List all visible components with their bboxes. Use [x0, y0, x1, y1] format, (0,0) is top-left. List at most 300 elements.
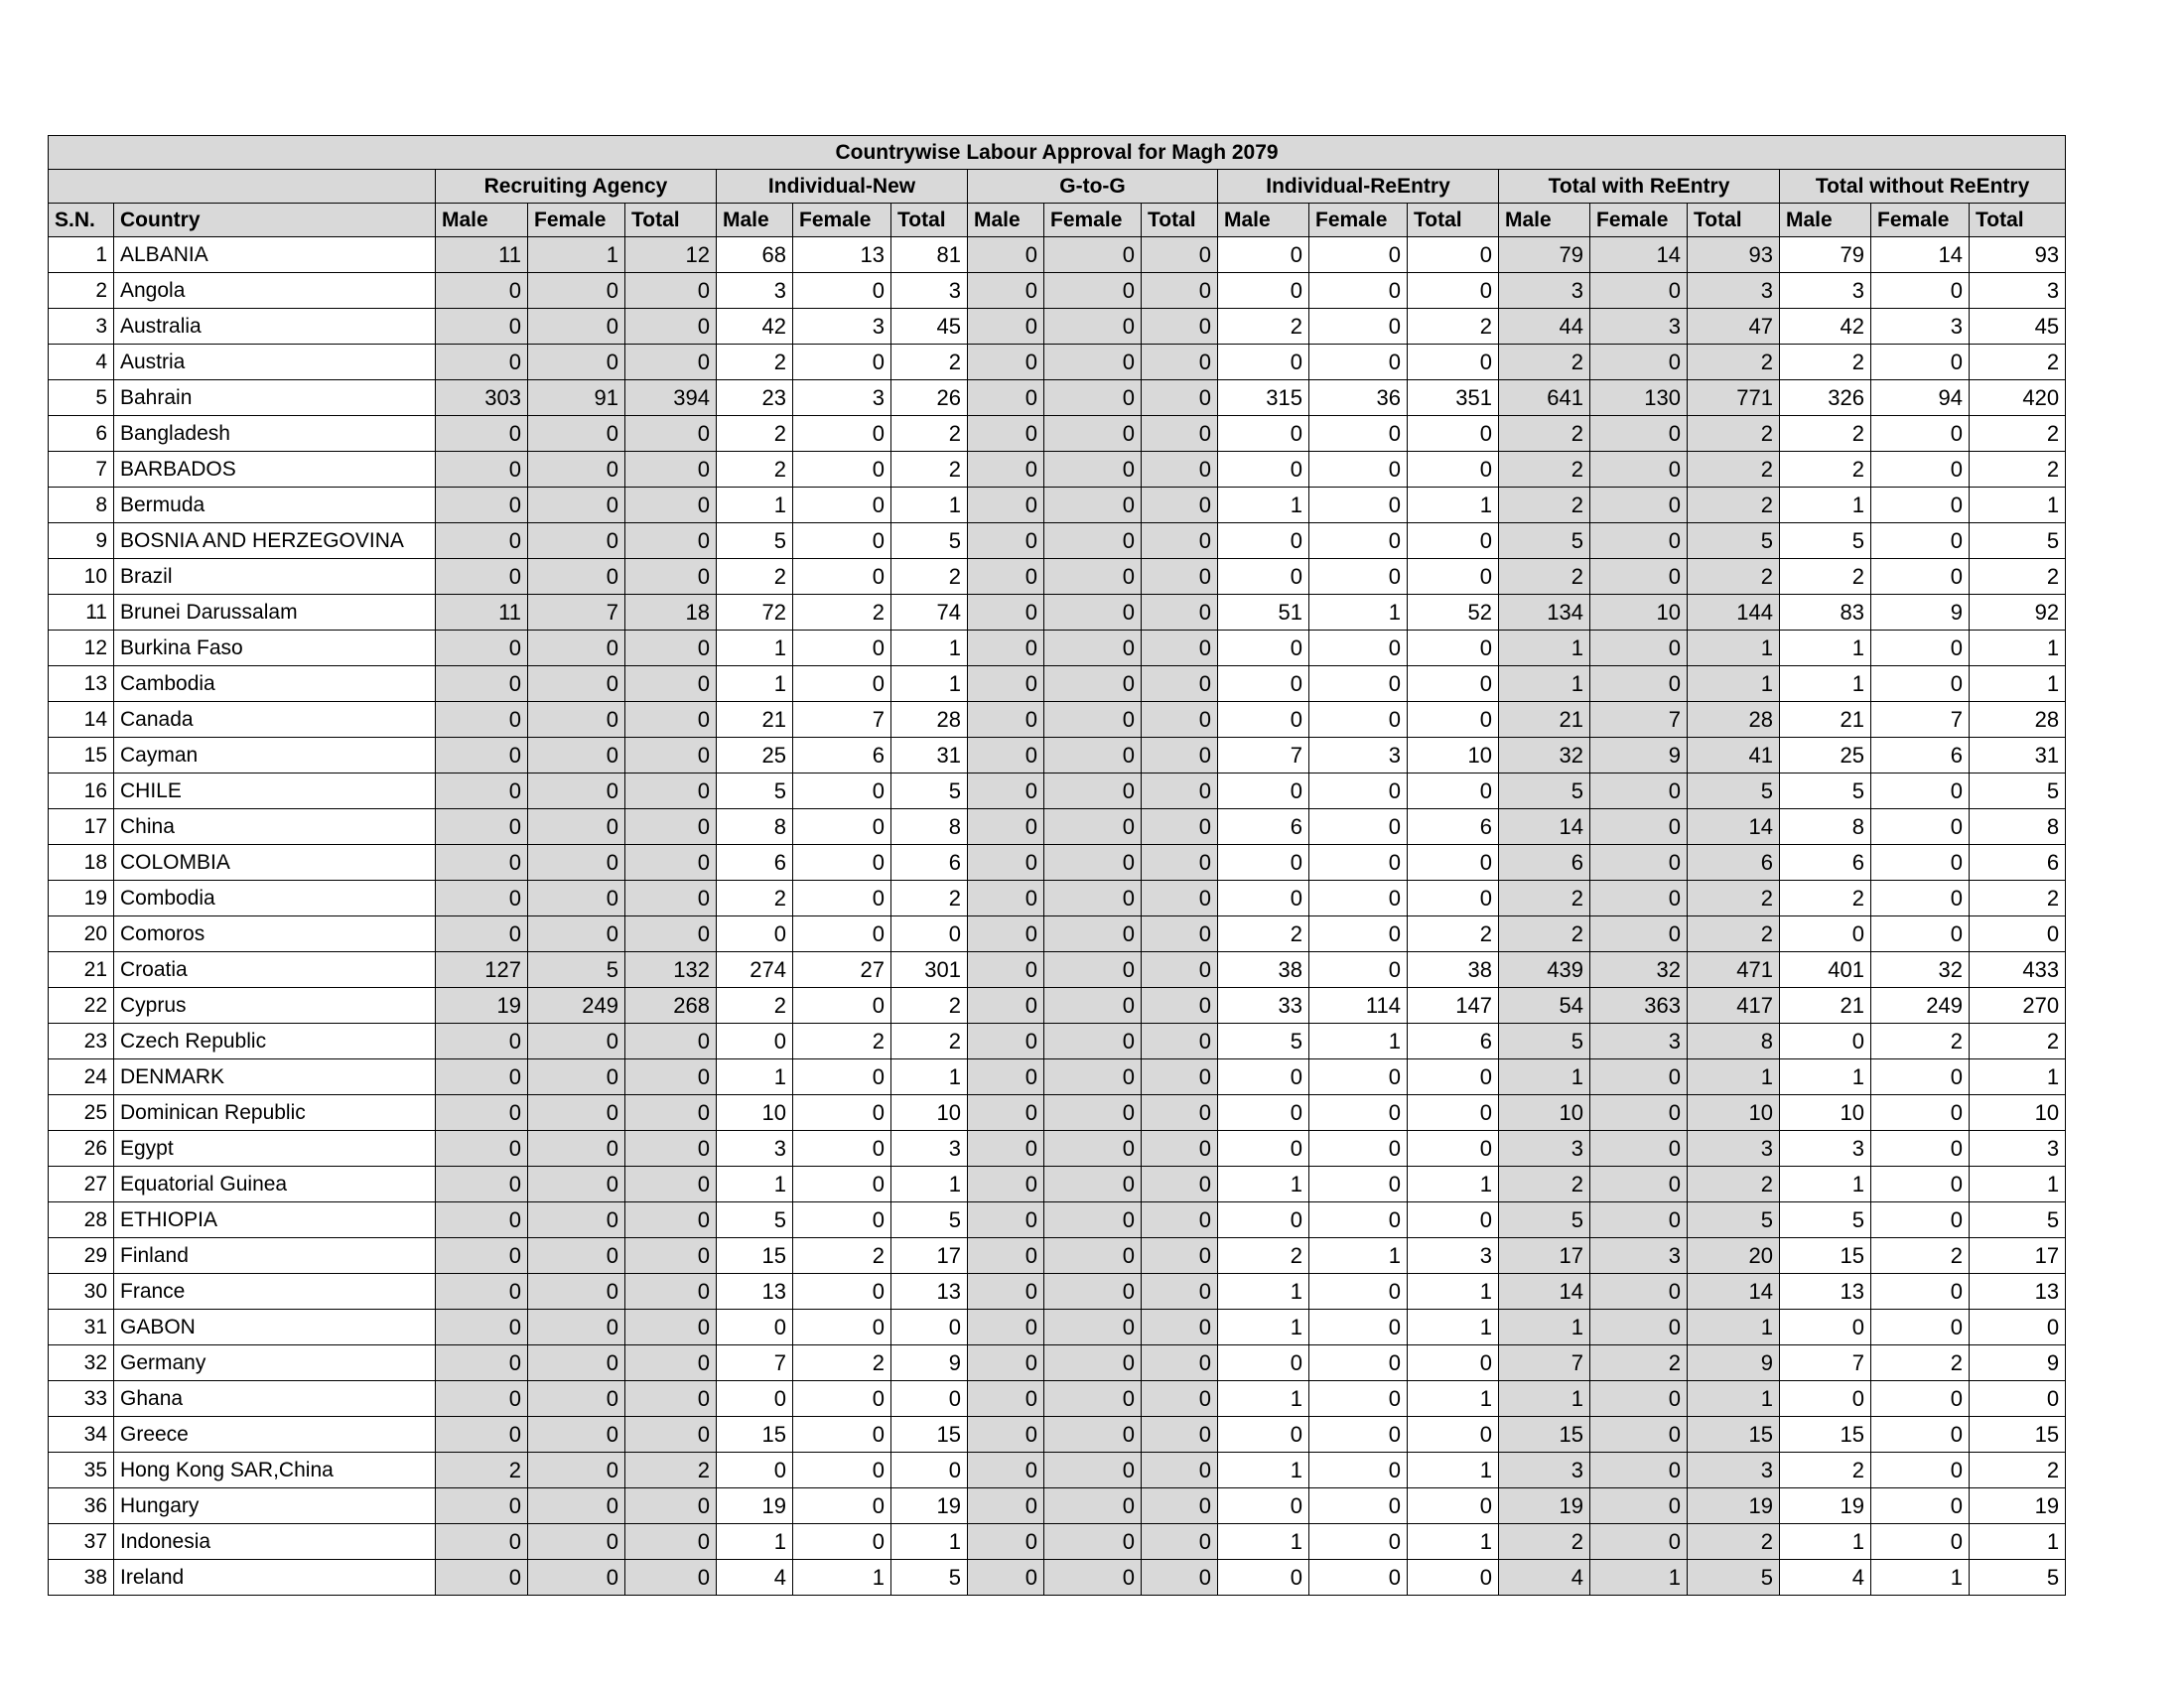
cell-value: 0 — [1590, 273, 1688, 309]
cell-value: 394 — [625, 380, 717, 416]
row-country: Brazil — [114, 559, 436, 595]
cell-value: 0 — [1044, 273, 1142, 309]
cell-value: 19 — [1688, 1488, 1780, 1524]
cell-value: 0 — [717, 916, 793, 952]
cell-value: 0 — [1408, 702, 1499, 738]
cell-value: 1 — [1688, 631, 1780, 666]
cell-value: 2 — [793, 1345, 891, 1381]
cell-value: 0 — [1309, 1560, 1408, 1596]
cell-value: 0 — [436, 1059, 528, 1095]
cell-value: 36 — [1309, 380, 1408, 416]
cell-value: 0 — [793, 1417, 891, 1453]
table-row — [49, 309, 2066, 345]
row-country: Hungary — [114, 1488, 436, 1524]
cell-value: 0 — [436, 273, 528, 309]
cell-value: 15 — [717, 1417, 793, 1453]
cell-value: 0 — [1309, 1417, 1408, 1453]
cell-value: 0 — [436, 881, 528, 916]
cell-value: 2 — [1499, 881, 1590, 916]
cell-value: 0 — [1142, 916, 1218, 952]
cell-value: 0 — [891, 1310, 968, 1345]
cell-value: 0 — [436, 666, 528, 702]
column-header-country: Country — [114, 204, 436, 237]
cell-value: 301 — [891, 952, 968, 988]
column-header-total: Total — [1688, 204, 1780, 237]
cell-value: 0 — [436, 702, 528, 738]
cell-value: 10 — [1499, 1095, 1590, 1131]
table-row — [49, 1453, 2066, 1488]
cell-value: 1 — [1688, 666, 1780, 702]
cell-value: 0 — [1142, 1488, 1218, 1524]
cell-value: 0 — [717, 1381, 793, 1417]
cell-value: 10 — [891, 1095, 968, 1131]
cell-value: 2 — [436, 1453, 528, 1488]
cell-value: 0 — [436, 1024, 528, 1059]
cell-value: 0 — [1408, 416, 1499, 452]
cell-value: 0 — [625, 1059, 717, 1095]
cell-value: 0 — [1142, 1238, 1218, 1274]
cell-value: 2 — [1218, 916, 1309, 952]
cell-value: 0 — [968, 488, 1044, 523]
cell-value: 2 — [1408, 309, 1499, 345]
cell-value: 2 — [1970, 1453, 2066, 1488]
cell-value: 2 — [1871, 1024, 1970, 1059]
cell-value: 0 — [968, 774, 1044, 809]
cell-value: 7 — [1871, 702, 1970, 738]
table-row — [49, 631, 2066, 666]
cell-value: 5 — [1970, 774, 2066, 809]
cell-value: 0 — [436, 1238, 528, 1274]
cell-value: 83 — [1780, 595, 1871, 631]
cell-value: 0 — [528, 1202, 625, 1238]
cell-value: 2 — [891, 988, 968, 1024]
cell-value: 0 — [528, 809, 625, 845]
cell-value: 8 — [1688, 1024, 1780, 1059]
cell-value: 0 — [1408, 774, 1499, 809]
cell-value: 0 — [1309, 774, 1408, 809]
cell-value: 0 — [1309, 881, 1408, 916]
cell-value: 7 — [717, 1345, 793, 1381]
cell-value: 0 — [528, 1095, 625, 1131]
row-country: Egypt — [114, 1131, 436, 1167]
cell-value: 0 — [1590, 523, 1688, 559]
cell-value: 0 — [1309, 1453, 1408, 1488]
cell-value: 0 — [1142, 1560, 1218, 1596]
table-row — [49, 1059, 2066, 1095]
cell-value: 6 — [1499, 845, 1590, 881]
cell-value: 0 — [625, 1167, 717, 1202]
cell-value: 1 — [891, 666, 968, 702]
cell-value: 0 — [1142, 1274, 1218, 1310]
cell-value: 0 — [793, 916, 891, 952]
cell-value: 0 — [1780, 1310, 1871, 1345]
cell-value: 1 — [1218, 1310, 1309, 1345]
cell-value: 0 — [1142, 416, 1218, 452]
cell-value: 0 — [1044, 1560, 1142, 1596]
row-country: CHILE — [114, 774, 436, 809]
cell-value: 0 — [1590, 845, 1688, 881]
cell-value: 0 — [625, 845, 717, 881]
cell-value: 0 — [625, 774, 717, 809]
cell-value: 0 — [625, 309, 717, 345]
cell-value: 2 — [793, 1024, 891, 1059]
cell-value: 5 — [1499, 523, 1590, 559]
cell-value: 42 — [1780, 309, 1871, 345]
cell-value: 0 — [528, 1345, 625, 1381]
row-serial-number: 35 — [49, 1453, 114, 1488]
cell-value: 0 — [1218, 273, 1309, 309]
cell-value: 0 — [1871, 1274, 1970, 1310]
cell-value: 19 — [1970, 1488, 2066, 1524]
cell-value: 0 — [1218, 774, 1309, 809]
cell-value: 1 — [1780, 1524, 1871, 1560]
cell-value: 0 — [1871, 1488, 1970, 1524]
cell-value: 17 — [1499, 1238, 1590, 1274]
cell-value: 1 — [1970, 1059, 2066, 1095]
cell-value: 268 — [625, 988, 717, 1024]
cell-value: 13 — [1780, 1274, 1871, 1310]
cell-value: 0 — [1590, 1488, 1688, 1524]
cell-value: 0 — [1142, 845, 1218, 881]
cell-value: 5 — [1970, 1560, 2066, 1596]
cell-value: 0 — [625, 1131, 717, 1167]
cell-value: 13 — [793, 237, 891, 273]
cell-value: 0 — [1309, 702, 1408, 738]
cell-value: 0 — [625, 631, 717, 666]
cell-value: 0 — [436, 1274, 528, 1310]
cell-value: 5 — [1688, 523, 1780, 559]
cell-value: 0 — [793, 273, 891, 309]
cell-value: 19 — [891, 1488, 968, 1524]
cell-value: 2 — [1970, 559, 2066, 595]
cell-value: 14 — [1688, 809, 1780, 845]
column-header-male: Male — [717, 204, 793, 237]
column-header-female: Female — [1590, 204, 1688, 237]
table-row — [49, 666, 2066, 702]
table-row — [49, 559, 2066, 595]
cell-value: 3 — [793, 380, 891, 416]
row-country: Dominican Republic — [114, 1095, 436, 1131]
cell-value: 11 — [436, 595, 528, 631]
cell-value: 0 — [1044, 1131, 1142, 1167]
row-country: Czech Republic — [114, 1024, 436, 1059]
cell-value: 0 — [793, 1310, 891, 1345]
cell-value: 0 — [1408, 1488, 1499, 1524]
cell-value: 0 — [1309, 1488, 1408, 1524]
cell-value: 15 — [1970, 1417, 2066, 1453]
cell-value: 2 — [1871, 1345, 1970, 1381]
group-header-blank — [49, 170, 436, 204]
cell-value: 1 — [1688, 1059, 1780, 1095]
cell-value: 2 — [1688, 416, 1780, 452]
cell-value: 6 — [1218, 809, 1309, 845]
cell-value: 0 — [1142, 1095, 1218, 1131]
row-serial-number: 9 — [49, 523, 114, 559]
cell-value: 1 — [1499, 1310, 1590, 1345]
cell-value: 3 — [717, 1131, 793, 1167]
cell-value: 0 — [625, 1024, 717, 1059]
column-header-female: Female — [1309, 204, 1408, 237]
cell-value: 54 — [1499, 988, 1590, 1024]
cell-value: 0 — [1309, 666, 1408, 702]
cell-value: 0 — [528, 666, 625, 702]
row-country: Combodia — [114, 881, 436, 916]
cell-value: 0 — [528, 1524, 625, 1560]
cell-value: 0 — [1309, 1274, 1408, 1310]
cell-value: 363 — [1590, 988, 1688, 1024]
cell-value: 132 — [625, 952, 717, 988]
cell-value: 0 — [1142, 1024, 1218, 1059]
cell-value: 0 — [1408, 452, 1499, 488]
cell-value: 401 — [1780, 952, 1871, 988]
column-header-male: Male — [1780, 204, 1871, 237]
cell-value: 0 — [1044, 345, 1142, 380]
cell-value: 79 — [1499, 237, 1590, 273]
row-country: Burkina Faso — [114, 631, 436, 666]
cell-value: 0 — [625, 523, 717, 559]
cell-value: 0 — [1142, 738, 1218, 774]
cell-value: 0 — [793, 774, 891, 809]
cell-value: 0 — [1309, 1202, 1408, 1238]
cell-value: 6 — [1871, 738, 1970, 774]
cell-value: 0 — [625, 666, 717, 702]
cell-value: 6 — [717, 845, 793, 881]
cell-value: 0 — [1044, 1202, 1142, 1238]
cell-value: 0 — [1142, 273, 1218, 309]
row-serial-number: 29 — [49, 1238, 114, 1274]
cell-value: 3 — [1590, 1024, 1688, 1059]
cell-value: 0 — [1871, 345, 1970, 380]
cell-value: 2 — [1688, 488, 1780, 523]
cell-value: 0 — [528, 1131, 625, 1167]
cell-value: 0 — [1142, 345, 1218, 380]
row-serial-number: 22 — [49, 988, 114, 1024]
cell-value: 0 — [528, 738, 625, 774]
cell-value: 0 — [968, 559, 1044, 595]
cell-value: 2 — [1970, 416, 2066, 452]
cell-value: 0 — [1044, 809, 1142, 845]
cell-value: 303 — [436, 380, 528, 416]
cell-value: 0 — [436, 309, 528, 345]
cell-value: 0 — [1590, 1417, 1688, 1453]
row-country: Bermuda — [114, 488, 436, 523]
row-country: Cambodia — [114, 666, 436, 702]
cell-value: 0 — [436, 559, 528, 595]
cell-value: 28 — [1688, 702, 1780, 738]
row-country: Bahrain — [114, 380, 436, 416]
group-header: Total with ReEntry — [1499, 170, 1780, 204]
cell-value: 0 — [1142, 666, 1218, 702]
cell-value: 0 — [1309, 1095, 1408, 1131]
cell-value: 26 — [891, 380, 968, 416]
table-row — [49, 1524, 2066, 1560]
cell-value: 2 — [1970, 1024, 2066, 1059]
cell-value: 7 — [1590, 702, 1688, 738]
column-header-total: Total — [891, 204, 968, 237]
cell-value: 0 — [793, 523, 891, 559]
cell-value: 1 — [1309, 1024, 1408, 1059]
cell-value: 0 — [1044, 309, 1142, 345]
cell-value: 0 — [528, 1238, 625, 1274]
cell-value: 1 — [1499, 666, 1590, 702]
cell-value: 5 — [717, 1202, 793, 1238]
cell-value: 6 — [1780, 845, 1871, 881]
cell-value: 0 — [436, 774, 528, 809]
cell-value: 0 — [436, 416, 528, 452]
cell-value: 1 — [1499, 631, 1590, 666]
table-row — [49, 380, 2066, 416]
cell-value: 5 — [891, 774, 968, 809]
table-row — [49, 1238, 2066, 1274]
cell-value: 0 — [1142, 1167, 1218, 1202]
cell-value: 315 — [1218, 380, 1309, 416]
cell-value: 11 — [436, 237, 528, 273]
row-serial-number: 11 — [49, 595, 114, 631]
cell-value: 0 — [436, 1417, 528, 1453]
cell-value: 0 — [1408, 1095, 1499, 1131]
cell-value: 1 — [717, 1059, 793, 1095]
cell-value: 7 — [528, 595, 625, 631]
cell-value: 3 — [1499, 1131, 1590, 1167]
group-header: Individual-ReEntry — [1218, 170, 1499, 204]
cell-value: 0 — [968, 1131, 1044, 1167]
cell-value: 0 — [528, 309, 625, 345]
cell-value: 641 — [1499, 380, 1590, 416]
cell-value: 0 — [625, 1381, 717, 1417]
cell-value: 0 — [1044, 1345, 1142, 1381]
cell-value: 1 — [1970, 1524, 2066, 1560]
cell-value: 0 — [1309, 631, 1408, 666]
cell-value: 15 — [717, 1238, 793, 1274]
cell-value: 0 — [1871, 1417, 1970, 1453]
cell-value: 33 — [1218, 988, 1309, 1024]
cell-value: 17 — [1970, 1238, 2066, 1274]
cell-value: 0 — [1309, 845, 1408, 881]
cell-value: 0 — [528, 1024, 625, 1059]
cell-value: 0 — [968, 666, 1044, 702]
cell-value: 0 — [1142, 1059, 1218, 1095]
cell-value: 1 — [717, 488, 793, 523]
cell-value: 0 — [1218, 1202, 1309, 1238]
cell-value: 0 — [1142, 380, 1218, 416]
cell-value: 0 — [891, 1381, 968, 1417]
cell-value: 0 — [968, 845, 1044, 881]
cell-value: 5 — [717, 774, 793, 809]
cell-value: 1 — [1218, 1274, 1309, 1310]
cell-value: 2 — [1780, 416, 1871, 452]
cell-value: 1 — [1309, 1238, 1408, 1274]
cell-value: 3 — [1871, 309, 1970, 345]
cell-value: 0 — [1590, 916, 1688, 952]
cell-value: 20 — [1688, 1238, 1780, 1274]
cell-value: 0 — [436, 1381, 528, 1417]
cell-value: 5 — [1780, 1202, 1871, 1238]
cell-value: 0 — [1871, 1095, 1970, 1131]
cell-value: 0 — [793, 416, 891, 452]
cell-value: 0 — [1142, 488, 1218, 523]
cell-value: 7 — [793, 702, 891, 738]
cell-value: 21 — [1499, 702, 1590, 738]
row-serial-number: 37 — [49, 1524, 114, 1560]
cell-value: 13 — [1970, 1274, 2066, 1310]
cell-value: 0 — [1309, 309, 1408, 345]
cell-value: 144 — [1688, 595, 1780, 631]
cell-value: 0 — [1044, 416, 1142, 452]
row-serial-number: 14 — [49, 702, 114, 738]
cell-value: 15 — [891, 1417, 968, 1453]
cell-value: 3 — [1499, 1453, 1590, 1488]
cell-value: 1 — [891, 1167, 968, 1202]
cell-value: 5 — [1499, 1024, 1590, 1059]
cell-value: 1 — [1780, 631, 1871, 666]
cell-value: 72 — [717, 595, 793, 631]
cell-value: 0 — [1871, 881, 1970, 916]
cell-value: 0 — [528, 702, 625, 738]
row-serial-number: 26 — [49, 1131, 114, 1167]
row-country: BOSNIA AND HERZEGOVINA — [114, 523, 436, 559]
row-country: Cyprus — [114, 988, 436, 1024]
cell-value: 19 — [1780, 1488, 1871, 1524]
cell-value: 0 — [1590, 666, 1688, 702]
cell-value: 1 — [1780, 488, 1871, 523]
cell-value: 0 — [968, 631, 1044, 666]
cell-value: 0 — [436, 845, 528, 881]
table-row — [49, 345, 2066, 380]
cell-value: 0 — [1871, 452, 1970, 488]
cell-value: 10 — [1688, 1095, 1780, 1131]
cell-value: 0 — [1871, 916, 1970, 952]
row-serial-number: 5 — [49, 380, 114, 416]
table-body — [49, 237, 2066, 1596]
cell-value: 0 — [1044, 1524, 1142, 1560]
cell-value: 2 — [1688, 345, 1780, 380]
table-row — [49, 523, 2066, 559]
cell-value: 0 — [625, 702, 717, 738]
row-country: COLOMBIA — [114, 845, 436, 881]
cell-value: 2 — [717, 988, 793, 1024]
cell-value: 134 — [1499, 595, 1590, 631]
cell-value: 0 — [1044, 452, 1142, 488]
cell-value: 3 — [1780, 1131, 1871, 1167]
cell-value: 2 — [1499, 1524, 1590, 1560]
cell-value: 0 — [1590, 774, 1688, 809]
cell-value: 0 — [1590, 559, 1688, 595]
row-country: Brunei Darussalam — [114, 595, 436, 631]
cell-value: 270 — [1970, 988, 2066, 1024]
cell-value: 3 — [717, 273, 793, 309]
table-row — [49, 702, 2066, 738]
cell-value: 0 — [1780, 1024, 1871, 1059]
cell-value: 0 — [436, 523, 528, 559]
cell-value: 0 — [1142, 309, 1218, 345]
cell-value: 0 — [1218, 1560, 1309, 1596]
cell-value: 2 — [1688, 1167, 1780, 1202]
cell-value: 249 — [1871, 988, 1970, 1024]
cell-value: 14 — [1499, 809, 1590, 845]
cell-value: 0 — [1871, 631, 1970, 666]
cell-value: 0 — [1142, 631, 1218, 666]
cell-value: 52 — [1408, 595, 1499, 631]
cell-value: 1 — [891, 488, 968, 523]
cell-value: 5 — [891, 1202, 968, 1238]
cell-value: 21 — [717, 702, 793, 738]
row-country: Finland — [114, 1238, 436, 1274]
cell-value: 0 — [1309, 452, 1408, 488]
cell-value: 25 — [1780, 738, 1871, 774]
cell-value: 2 — [1780, 452, 1871, 488]
cell-value: 0 — [1142, 774, 1218, 809]
cell-value: 0 — [717, 1453, 793, 1488]
